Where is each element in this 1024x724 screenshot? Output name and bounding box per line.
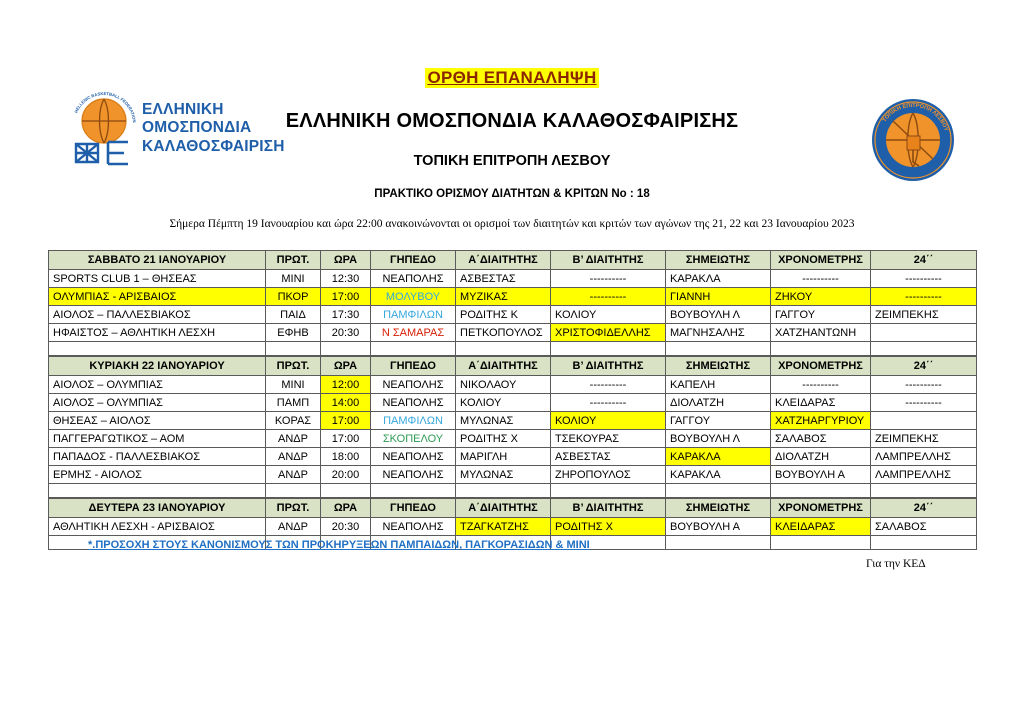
match-shot-clock: ---------- xyxy=(871,288,977,306)
match-teams: ΠΑΓΓΕΡΑΓΩΤΙΚΟΣ – ΑΟΜ xyxy=(49,430,266,448)
match-scorer: ΜΑΓΝΗΣΑΛΗΣ xyxy=(666,324,771,342)
correction-notice: ΟΡΘΗ ΕΠΑΝΑΛΗΨΗ xyxy=(427,68,597,87)
day-header-saturday: ΣΑΒΒΑΤΟ 21 ΙΑΝΟΥΑΡΙΟΥ xyxy=(49,251,266,270)
match-gym: ΜΟΛΥΒΟΥ xyxy=(371,288,456,306)
spacer-cell xyxy=(871,536,977,550)
spacer-cell xyxy=(871,484,977,498)
col-referee-1: Α΄ΔΙΑΙΤΗΤΗΣ xyxy=(456,357,551,376)
spacer-cell xyxy=(666,484,771,498)
match-teams: ΑΙΟΛΟΣ – ΠΑΛΛΕΣΒΙΑΚΟΣ xyxy=(49,306,266,324)
match-referee-1: ΜΑΡΙΓΛΗ xyxy=(456,448,551,466)
match-category: ΑΝΔΡ xyxy=(266,466,321,484)
match-teams: ΟΛΥΜΠΙΑΣ - ΑΡΙΣΒΑΙΟΣ xyxy=(49,288,266,306)
spacer-row xyxy=(49,342,977,356)
col-referee-1: Α΄ΔΙΑΙΤΗΤΗΣ xyxy=(456,251,551,270)
col-time: ΩΡΑ xyxy=(321,499,371,518)
table-row xyxy=(49,518,977,536)
match-time: 14:00 xyxy=(321,394,371,412)
match-timekeeper: ΧΑΤΖΗΑΡΓΥΡΙΟΥ xyxy=(771,412,871,430)
col-scorer: ΣΗΜΕΙΩΤΗΣ xyxy=(666,251,771,270)
col-timekeeper: ΧΡΟΝΟΜΕΤΡΗΣ xyxy=(771,357,871,376)
match-scorer: ΔΙΟΛΑΤΖΗ xyxy=(666,394,771,412)
match-referee-2: ΚΟΛΙΟΥ xyxy=(551,306,666,324)
match-teams: ΑΘΛΗΤΙΚΗ ΛΕΣΧΗ - ΑΡΙΣΒΑΙΟΣ xyxy=(49,518,266,536)
match-time: 20:30 xyxy=(321,324,371,342)
match-scorer: ΚΑΡΑΚΛΑ xyxy=(666,448,771,466)
match-shot-clock: ΛΑΜΠΡΕΛΛΗΣ xyxy=(871,448,977,466)
spacer-cell xyxy=(371,342,456,356)
col-scorer: ΣΗΜΕΙΩΤΗΣ xyxy=(666,499,771,518)
match-timekeeper: ΔΙΟΛΑΤΖΗ xyxy=(771,448,871,466)
spacer-cell xyxy=(771,342,871,356)
match-scorer: ΚΑΡΑΚΛΑ xyxy=(666,466,771,484)
table-row xyxy=(49,448,977,466)
federation-title: ΕΛΛΗΝΙΚΗ ΟΜΟΣΠΟΝΔΙΑ ΚΑΛΑΘΟΣΦΑΙΡΙΣΗΣ xyxy=(285,110,739,132)
spacer-cell xyxy=(266,342,321,356)
match-scorer: ΓΙΑΝΝΗ xyxy=(666,288,771,306)
match-gym: ΠΑΜΦΙΛΩΝ xyxy=(371,412,456,430)
match-timekeeper: ΚΛΕΙΔΑΡΑΣ xyxy=(771,518,871,536)
col-gym: ΓΗΠΕΔΟ xyxy=(371,357,456,376)
schedule-sheet xyxy=(48,250,976,550)
match-shot-clock xyxy=(871,412,977,430)
match-referee-2: ΧΡΙΣΤΟΦΙΔΕΛΛΗΣ xyxy=(551,324,666,342)
spacer-cell xyxy=(321,342,371,356)
regulations-note[interactable]: *.ΠΡΟΣΟΧΗ ΣΤΟΥΣ ΚΑΝΟΝΙΣΜΟΥΣ ΤΩΝ ΠΡΟΚΗΡΥΞΕΩΝ ΠΑΜΠΑΙΔΩΝ, ΠΑΓΚΟΡΑΣΙΔΩΝ & MINI xyxy=(88,539,590,551)
match-gym: ΝΕΑΠΟΛΗΣ xyxy=(371,448,456,466)
match-shot-clock: ---------- xyxy=(871,394,977,412)
match-scorer: ΓΑΓΓΟΥ xyxy=(666,412,771,430)
match-referee-1: ΜΥΖΙΚΑΣ xyxy=(456,288,551,306)
match-scorer: ΒΟΥΒΟΥΛΗ Α xyxy=(666,518,771,536)
match-gym: ΝΕΑΠΟΛΗΣ xyxy=(371,270,456,288)
match-teams: ΑΙΟΛΟΣ – ΟΛΥΜΠΙΑΣ xyxy=(49,376,266,394)
match-shot-clock xyxy=(871,324,977,342)
schedule-table-sunday xyxy=(48,356,977,498)
announcement-text: Σήμερα Πέμπτη 19 Ιανουαρίου και ώρα 22:00 ανακοινώνονται οι ορισμοί των διαιτητών και κριτών των αγώνων της 21, 22 και 23 Ιανουαρίου 2023 xyxy=(169,218,855,230)
col-referee-2: Β’ ΔΙΑΙΤΗΤΗΣ xyxy=(551,357,666,376)
svg-text:ΤΟΠΙΚΗ ΕΠΙΤΡΟΠΗ ΛΕΣΒΟΥ: ΤΟΠΙΚΗ ΕΠΙΤΡΟΠΗ ΛΕΣΒΟΥ xyxy=(881,102,949,132)
spacer-cell xyxy=(771,536,871,550)
spacer-cell xyxy=(321,484,371,498)
match-category: ΕΦΗΒ xyxy=(266,324,321,342)
day-header-monday: ΔΕΥΤΕΡΑ 23 ΙΑΝΟΥΑΡΙΟΥ xyxy=(49,499,266,518)
match-category: MINI xyxy=(266,376,321,394)
match-gym: ΝΕΑΠΟΛΗΣ xyxy=(371,518,456,536)
match-time: 12:00 xyxy=(321,376,371,394)
col-time: ΩΡΑ xyxy=(321,357,371,376)
col-timekeeper: ΧΡΟΝΟΜΕΤΡΗΣ xyxy=(771,251,871,270)
match-gym: ΝΕΑΠΟΛΗΣ xyxy=(371,376,456,394)
match-referee-1: ΑΣΒΕΣΤΑΣ xyxy=(456,270,551,288)
signature-line: Για την ΚΕΔ xyxy=(866,558,926,570)
col-scorer: ΣΗΜΕΙΩΤΗΣ xyxy=(666,357,771,376)
spacer-cell xyxy=(666,342,771,356)
match-time: 17:00 xyxy=(321,412,371,430)
match-referee-2: ---------- xyxy=(551,376,666,394)
match-category: ΠΚΟΡ xyxy=(266,288,321,306)
spacer-cell xyxy=(266,484,321,498)
table-row xyxy=(49,324,977,342)
match-timekeeper: ΣΑΛΑΒΟΣ xyxy=(771,430,871,448)
match-timekeeper: ---------- xyxy=(771,376,871,394)
match-referee-2: ΡΟΔΙΤΗΣ Χ xyxy=(551,518,666,536)
spacer-cell xyxy=(49,484,266,498)
col-category: ΠΡΩΤ. xyxy=(266,251,321,270)
day-header-row xyxy=(49,251,977,270)
match-category: ΑΝΔΡ xyxy=(266,448,321,466)
spacer-row xyxy=(49,484,977,498)
spacer-cell xyxy=(871,342,977,356)
day-header-sunday: ΚΥΡΙΑΚΗ 22 ΙΑΝΟΥΑΡΙΟΥ xyxy=(49,357,266,376)
match-referee-1: ΡΟΔΙΤΗΣ Χ xyxy=(456,430,551,448)
col-shot-clock: 24΄΄ xyxy=(871,357,977,376)
match-scorer: ΒΟΥΒΟΥΛΗ Λ xyxy=(666,306,771,324)
col-referee-2: Β’ ΔΙΑΙΤΗΤΗΣ xyxy=(551,251,666,270)
protocol-number: ΠΡΑΚΤΙΚΟ ΟΡΙΣΜΟΥ ΔΙΑΤΗΤΩΝ & ΚΡΙΤΩΝ Νο : 18 xyxy=(374,188,650,200)
match-shot-clock: ΣΑΛΑΒΟΣ xyxy=(871,518,977,536)
col-gym: ΓΗΠΕΔΟ xyxy=(371,499,456,518)
match-referee-1: ΠΕΤΚΟΠΟΥΛΟΣ xyxy=(456,324,551,342)
spacer-cell xyxy=(666,536,771,550)
match-teams: ΕΡΜΗΣ - ΑΙΟΛΟΣ xyxy=(49,466,266,484)
col-category: ΠΡΩΤ. xyxy=(266,357,321,376)
match-referee-1: ΚΟΛΙΟΥ xyxy=(456,394,551,412)
match-referee-2: ---------- xyxy=(551,270,666,288)
match-scorer: ΒΟΥΒΟΥΛΗ Λ xyxy=(666,430,771,448)
match-teams: SPORTS CLUB 1 – ΘΗΣΕΑΣ xyxy=(49,270,266,288)
match-time: 18:00 xyxy=(321,448,371,466)
match-referee-1: ΜΥΛΩΝΑΣ xyxy=(456,466,551,484)
match-category: ΠΑΜΠ xyxy=(266,394,321,412)
correction-notice-wrap xyxy=(0,68,1024,88)
match-referee-2: ΚΟΛΙΟΥ xyxy=(551,412,666,430)
col-referee-1: Α΄ΔΙΑΙΤΗΤΗΣ xyxy=(456,499,551,518)
match-category: ΠΑΙΔ xyxy=(266,306,321,324)
eok-line-3: ΚΑΛΑΘΟΣΦΑΙΡΙΣΗ xyxy=(142,137,285,155)
spacer-cell xyxy=(551,342,666,356)
match-referee-2: ---------- xyxy=(551,288,666,306)
spacer-cell xyxy=(49,342,266,356)
match-referee-1: ΡΟΔΙΤΗΣ Κ xyxy=(456,306,551,324)
match-time: 17:30 xyxy=(321,306,371,324)
match-timekeeper: ΚΛΕΙΔΑΡΑΣ xyxy=(771,394,871,412)
match-category: ΑΝΔΡ xyxy=(266,518,321,536)
match-gym: ΝΕΑΠΟΛΗΣ xyxy=(371,394,456,412)
match-timekeeper: ΓΑΓΓΟΥ xyxy=(771,306,871,324)
match-teams: ΠΑΠΑΔΟΣ - ΠΑΛΛΕΣΒΙΑΚΟΣ xyxy=(49,448,266,466)
match-category: ΚΟΡΑΣ xyxy=(266,412,321,430)
match-scorer: ΚΑΠΕΛΗ xyxy=(666,376,771,394)
match-shot-clock: ---------- xyxy=(871,376,977,394)
col-referee-2: Β’ ΔΙΑΙΤΗΤΗΣ xyxy=(551,499,666,518)
day-header-row xyxy=(49,357,977,376)
eok-line-1: ΕΛΛΗΝΙΚΗ xyxy=(142,101,224,118)
match-gym: Ν ΣΑΜΑΡΑΣ xyxy=(371,324,456,342)
match-shot-clock: ΖΕΙΜΠΕΚΗΣ xyxy=(871,306,977,324)
day-header-row xyxy=(49,499,977,518)
schedule-table-saturday xyxy=(48,250,977,356)
match-shot-clock: ΖΕΙΜΠΕΚΗΣ xyxy=(871,430,977,448)
match-referee-2: ΖΗΡΟΠΟΥΛΟΣ xyxy=(551,466,666,484)
match-teams: ΗΦΑΙΣΤΟΣ – ΑΘΛΗΤΙΚΗ ΛΕΣΧΗ xyxy=(49,324,266,342)
spacer-cell xyxy=(456,342,551,356)
col-shot-clock: 24΄΄ xyxy=(871,499,977,518)
match-referee-1: ΤΖΑΓΚΑΤΖΗΣ xyxy=(456,518,551,536)
match-time: 17:00 xyxy=(321,288,371,306)
match-gym: ΣΚΟΠΕΛΟΥ xyxy=(371,430,456,448)
match-scorer: ΚΑΡΑΚΛΑ xyxy=(666,270,771,288)
match-timekeeper: ΖΗΚΟΥ xyxy=(771,288,871,306)
match-time: 20:00 xyxy=(321,466,371,484)
match-time: 12:30 xyxy=(321,270,371,288)
spacer-cell xyxy=(456,484,551,498)
match-referee-2: ΑΣΒΕΣΤΑΣ xyxy=(551,448,666,466)
spacer-cell xyxy=(371,484,456,498)
table-row xyxy=(49,412,977,430)
match-referee-1: ΝΙΚΟΛΑΟΥ xyxy=(456,376,551,394)
col-timekeeper: ΧΡΟΝΟΜΕΤΡΗΣ xyxy=(771,499,871,518)
match-referee-2: ΤΣΕΚΟΥΡΑΣ xyxy=(551,430,666,448)
svg-text:HELLENIC BASKETBALL FEDERATION: HELLENIC BASKETBALL FEDERATION xyxy=(73,90,137,123)
match-teams: ΑΙΟΛΟΣ – ΟΛΥΜΠΙΑΣ xyxy=(49,394,266,412)
table-row xyxy=(49,288,977,306)
eok-line-2: ΟΜΟΣΠΟΝΔΙΑ xyxy=(142,119,252,137)
col-gym: ΓΗΠΕΔΟ xyxy=(371,251,456,270)
table-row xyxy=(49,466,977,484)
match-teams: ΘΗΣΕΑΣ – ΑΙΟΛΟΣ xyxy=(49,412,266,430)
match-shot-clock: ---------- xyxy=(871,270,977,288)
match-timekeeper: ΧΑΤΖΗΑΝΤΩΝΗ xyxy=(771,324,871,342)
spacer-cell xyxy=(771,484,871,498)
col-shot-clock: 24΄΄ xyxy=(871,251,977,270)
match-timekeeper: ΒΟΥΒΟΥΛΗ Α xyxy=(771,466,871,484)
match-gym: ΝΕΑΠΟΛΗΣ xyxy=(371,466,456,484)
match-shot-clock: ΛΑΜΠΡΕΛΛΗΣ xyxy=(871,466,977,484)
table-row xyxy=(49,430,977,448)
match-time: 17:00 xyxy=(321,430,371,448)
col-category: ΠΡΩΤ. xyxy=(266,499,321,518)
table-row xyxy=(49,270,977,288)
match-time: 20:30 xyxy=(321,518,371,536)
col-time: ΩΡΑ xyxy=(321,251,371,270)
committee-title: ΤΟΠΙΚΗ ΕΠΙΤΡΟΠΗ ΛΕΣΒΟΥ xyxy=(413,153,611,169)
match-category: ΑΝΔΡ xyxy=(266,430,321,448)
spacer-cell xyxy=(551,484,666,498)
table-row xyxy=(49,376,977,394)
match-referee-2: ---------- xyxy=(551,394,666,412)
table-row xyxy=(49,394,977,412)
match-referee-1: ΜΥΛΩΝΑΣ xyxy=(456,412,551,430)
match-gym: ΠΑΜΦΙΛΩΝ xyxy=(371,306,456,324)
table-row xyxy=(49,306,977,324)
match-timekeeper: ---------- xyxy=(771,270,871,288)
match-category: MINI xyxy=(266,270,321,288)
